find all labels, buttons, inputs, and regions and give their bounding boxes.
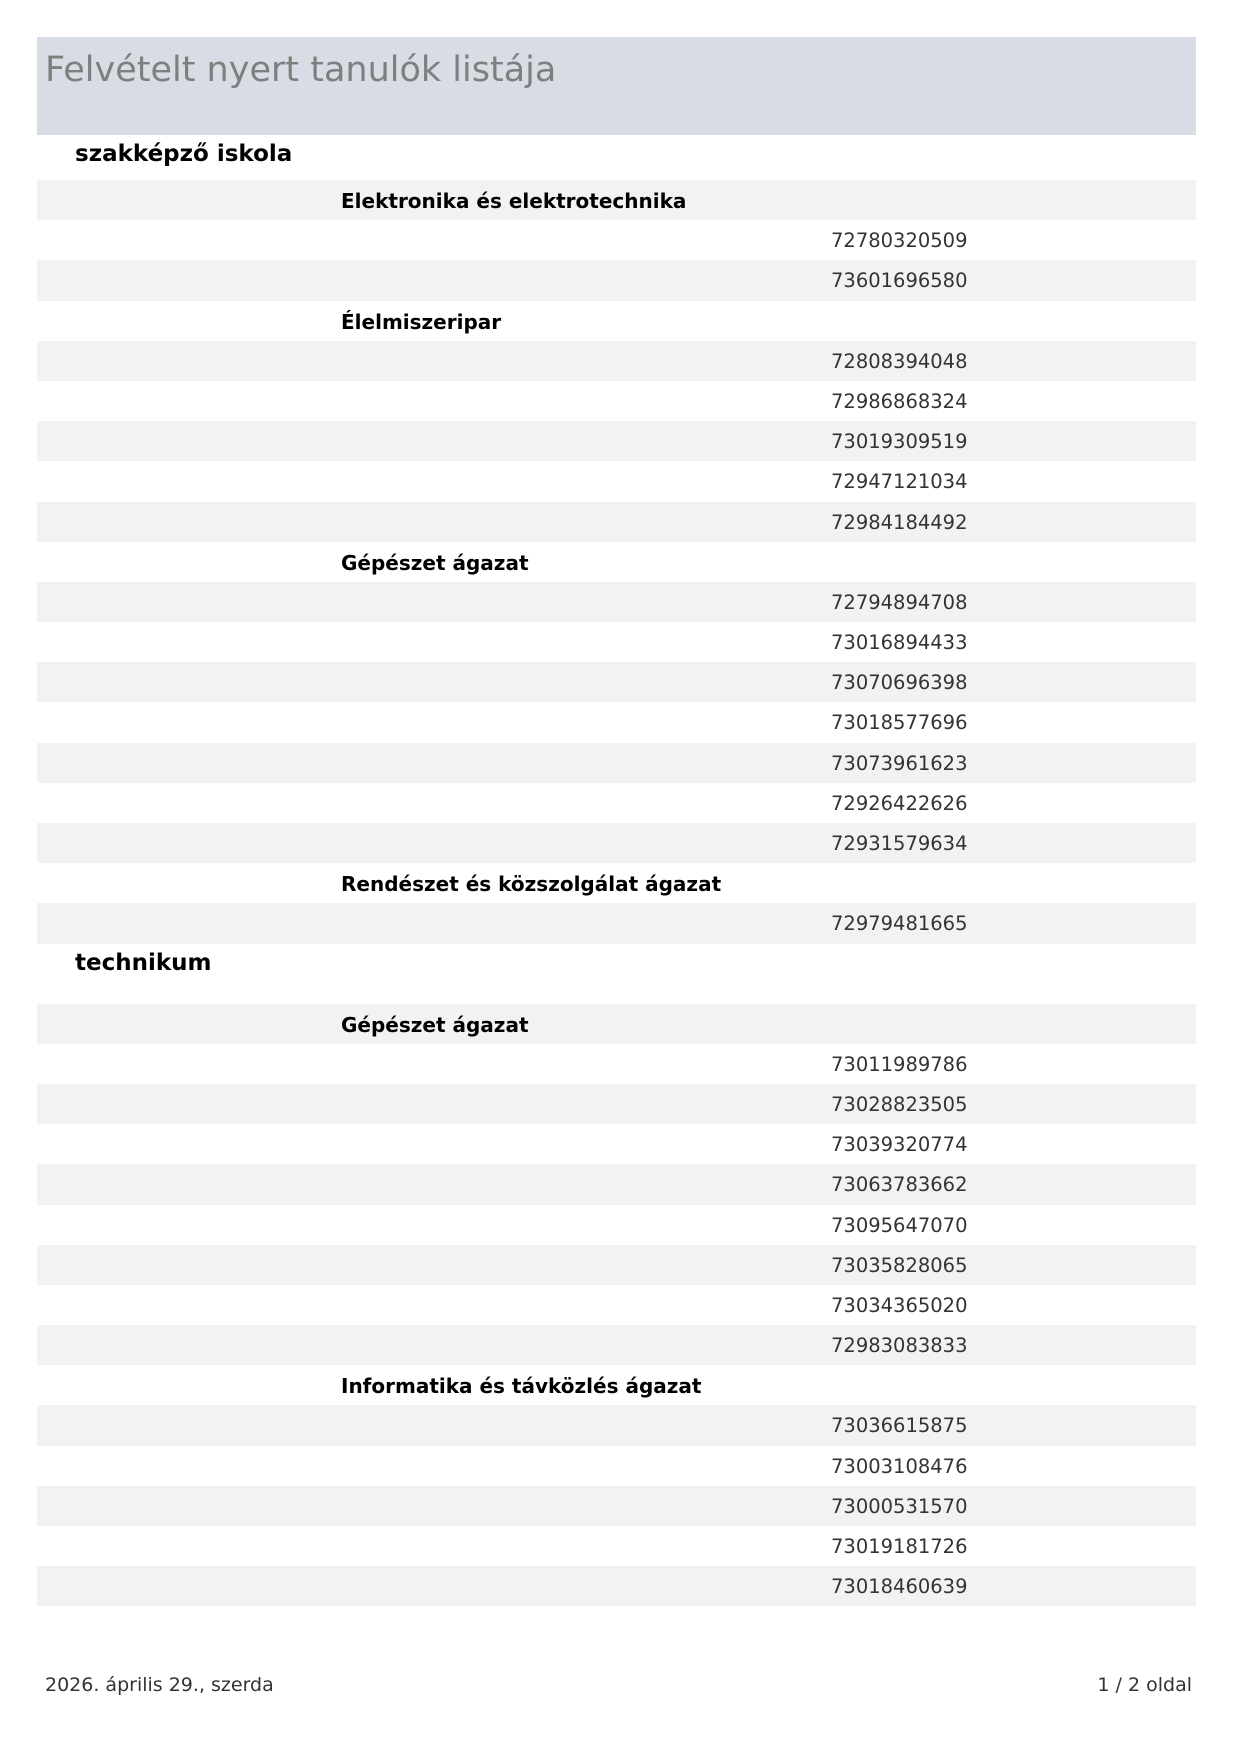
student-row — [37, 220, 1196, 260]
student-id: 72808394048 — [831, 349, 968, 373]
student-row — [37, 1205, 1196, 1245]
student-row — [37, 260, 1196, 300]
footer-page-number: 1 / 2 oldal — [1097, 1674, 1192, 1696]
student-row — [37, 1164, 1196, 1204]
student-row — [37, 823, 1196, 863]
student-id: 73018577696 — [831, 711, 968, 735]
student-id: 72794894708 — [831, 590, 968, 614]
student-id: 73000531570 — [831, 1494, 968, 1518]
admitted-students-list — [37, 135, 1196, 1606]
student-row — [37, 662, 1196, 702]
student-row — [37, 582, 1196, 622]
student-row — [37, 1124, 1196, 1164]
student-id: 72947121034 — [831, 470, 968, 494]
student-id: 73070696398 — [831, 671, 968, 695]
student-id: 73016894433 — [831, 631, 968, 655]
student-id: 73019181726 — [831, 1535, 968, 1558]
student-id: 73601696580 — [831, 269, 968, 293]
student-row — [37, 1285, 1196, 1325]
student-row — [37, 1325, 1196, 1365]
student-id: 73028823505 — [831, 1092, 968, 1116]
student-row — [37, 702, 1196, 742]
student-id: 72983083833 — [831, 1334, 968, 1358]
student-id: 73018460639 — [831, 1575, 968, 1599]
student-row — [37, 341, 1196, 381]
group-heading: Gépészet ágazat — [341, 1012, 529, 1037]
student-row — [37, 421, 1196, 461]
student-row — [37, 1245, 1196, 1285]
footer-date: 2026. április 29., szerda — [45, 1674, 274, 1696]
section-row — [37, 135, 1196, 180]
student-row — [37, 1044, 1196, 1084]
student-row — [37, 461, 1196, 501]
group-heading: Rendészet és közszolgálat ágazat — [341, 872, 722, 897]
student-row — [37, 1526, 1196, 1566]
student-id: 72931579634 — [831, 832, 968, 855]
student-row — [37, 1446, 1196, 1486]
student-id: 72986868324 — [831, 389, 968, 413]
section-heading: szakképző iskola — [75, 141, 293, 167]
group-row — [37, 863, 1196, 903]
group-heading: Informatika és távközlés ágazat — [341, 1374, 702, 1399]
student-row — [37, 502, 1196, 542]
student-id: 73003108476 — [831, 1454, 968, 1478]
student-row — [37, 1486, 1196, 1526]
student-id: 72984184492 — [831, 510, 968, 534]
student-id: 73073961623 — [831, 751, 968, 775]
group-heading: Elektronika és elektrotechnika — [341, 189, 687, 213]
student-row — [37, 783, 1196, 823]
section-row — [37, 944, 1196, 1004]
student-id: 73035828065 — [831, 1253, 968, 1277]
student-id: 73019309519 — [831, 430, 968, 454]
page-title: Felvételt nyert tanulók listája — [45, 50, 557, 90]
section-heading: technikum — [75, 949, 212, 976]
group-row — [37, 301, 1196, 341]
group-row — [37, 542, 1196, 582]
group-heading: Gépészet ágazat — [341, 550, 529, 575]
group-heading: Élelmiszeripar — [341, 309, 502, 334]
student-row — [37, 1566, 1196, 1606]
student-row — [37, 903, 1196, 943]
title-bar — [37, 37, 1196, 135]
student-id: 73034365020 — [831, 1293, 968, 1317]
group-row — [37, 180, 1196, 220]
group-row — [37, 1004, 1196, 1044]
student-row — [37, 381, 1196, 421]
student-id: 73063783662 — [831, 1173, 968, 1197]
student-id: 73095647070 — [831, 1213, 968, 1237]
student-id: 72926422626 — [831, 791, 968, 815]
student-id: 73039320774 — [831, 1133, 968, 1157]
student-id: 73011989786 — [831, 1052, 968, 1076]
student-row — [37, 743, 1196, 783]
group-row — [37, 1365, 1196, 1405]
student-row — [37, 622, 1196, 662]
student-row — [37, 1084, 1196, 1124]
student-id: 72780320509 — [831, 229, 968, 253]
student-id: 73036615875 — [831, 1414, 968, 1438]
student-row — [37, 1405, 1196, 1445]
student-id: 72979481665 — [831, 912, 968, 936]
